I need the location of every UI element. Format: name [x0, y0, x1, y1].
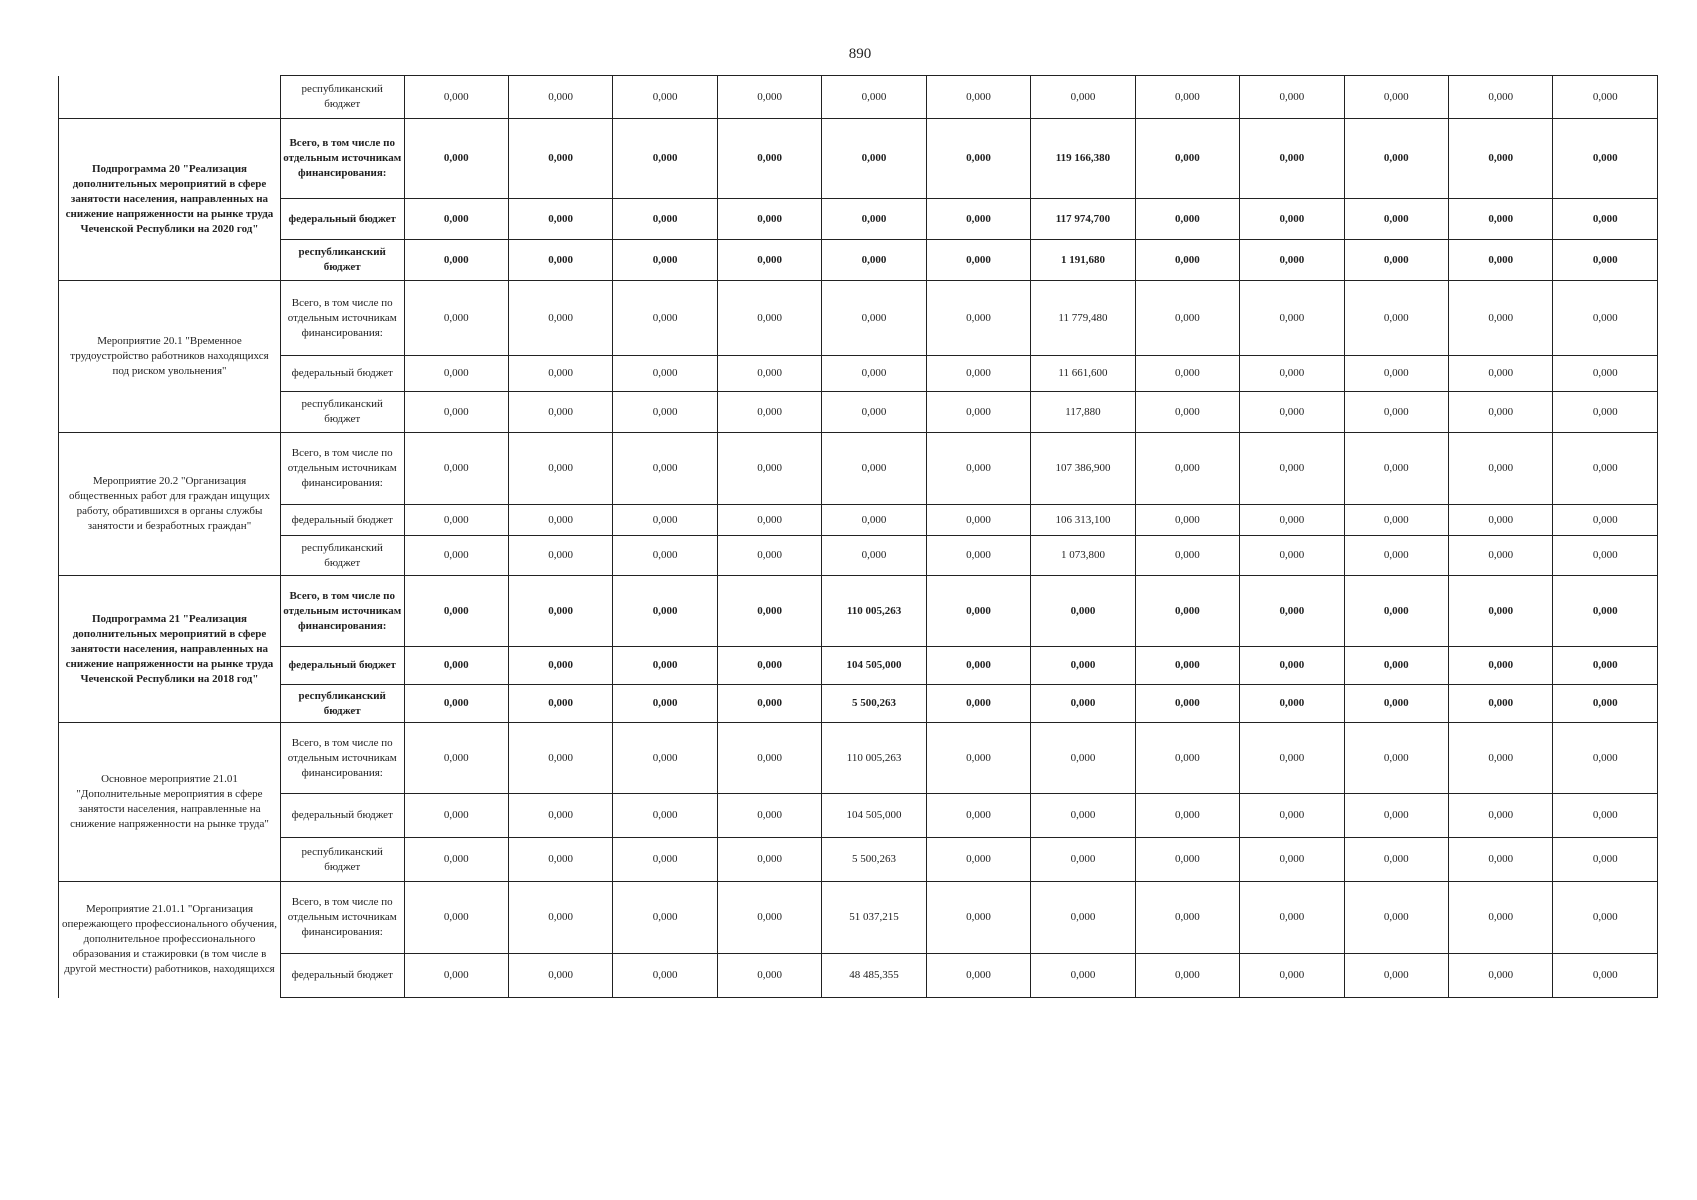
value-cell: 0,000 [1240, 536, 1344, 576]
program-name-cell: Основное мероприятие 21.01 "Дополнительные мероприятия в сфере занятости населения, направленные на снижение напряженности на рынке труда" [59, 723, 281, 882]
value-cell: 0,000 [1344, 723, 1448, 794]
value-cell: 0,000 [1449, 505, 1553, 536]
value-cell: 0,000 [822, 76, 926, 119]
table-row [59, 281, 1658, 356]
value-cell: 0,000 [613, 882, 717, 954]
value-cell: 0,000 [926, 240, 1030, 281]
value-cell: 0,000 [1031, 838, 1135, 882]
value-cell: 0,000 [1135, 240, 1239, 281]
value-cell: 0,000 [1553, 954, 1658, 998]
value-cell: 0,000 [613, 281, 717, 356]
funding-source-cell: Всего, в том числе по отдельным источникам финансирования: [280, 433, 404, 505]
value-cell: 0,000 [822, 281, 926, 356]
value-cell: 0,000 [926, 392, 1030, 433]
value-cell: 0,000 [1135, 647, 1239, 685]
value-cell: 0,000 [508, 433, 612, 505]
value-cell: 0,000 [717, 240, 821, 281]
value-cell: 0,000 [404, 882, 508, 954]
value-cell: 0,000 [1553, 536, 1658, 576]
table-row [59, 356, 1658, 392]
table-row [59, 392, 1658, 433]
value-cell: 0,000 [1135, 356, 1239, 392]
value-cell: 0,000 [717, 433, 821, 505]
funding-source-cell: Всего, в том числе по отдельным источникам финансирования: [280, 576, 404, 647]
value-cell: 0,000 [404, 505, 508, 536]
value-cell: 0,000 [508, 685, 612, 723]
value-cell: 0,000 [717, 882, 821, 954]
value-cell: 0,000 [1553, 505, 1658, 536]
value-cell: 0,000 [404, 723, 508, 794]
value-cell: 0,000 [1553, 433, 1658, 505]
value-cell: 0,000 [1031, 76, 1135, 119]
value-cell: 0,000 [1344, 536, 1448, 576]
value-cell: 0,000 [613, 838, 717, 882]
program-name-cell: Мероприятие 20.2 "Организация общественных работ для граждан ищущих работу, обратившихся в органы службы занятости и безработных граждан" [59, 433, 281, 576]
value-cell: 0,000 [1449, 199, 1553, 240]
funding-source-cell: федеральный бюджет [280, 954, 404, 998]
value-cell: 0,000 [404, 119, 508, 199]
value-cell: 0,000 [1240, 392, 1344, 433]
value-cell: 0,000 [613, 240, 717, 281]
value-cell: 0,000 [613, 576, 717, 647]
value-cell: 0,000 [404, 356, 508, 392]
table-row [59, 240, 1658, 281]
funding-source-cell: республиканский бюджет [280, 76, 404, 119]
value-cell: 0,000 [508, 576, 612, 647]
value-cell: 5 500,263 [822, 838, 926, 882]
table-row [59, 505, 1658, 536]
value-cell: 0,000 [1135, 119, 1239, 199]
value-cell: 0,000 [717, 536, 821, 576]
value-cell: 0,000 [508, 882, 612, 954]
value-cell: 0,000 [926, 119, 1030, 199]
value-cell: 0,000 [926, 838, 1030, 882]
value-cell: 0,000 [822, 199, 926, 240]
value-cell: 0,000 [613, 119, 717, 199]
value-cell: 0,000 [717, 356, 821, 392]
value-cell: 0,000 [613, 536, 717, 576]
value-cell: 0,000 [1553, 794, 1658, 838]
funding-source-cell: республиканский бюджет [280, 392, 404, 433]
value-cell: 0,000 [1031, 882, 1135, 954]
value-cell: 0,000 [926, 882, 1030, 954]
value-cell: 0,000 [926, 433, 1030, 505]
value-cell: 0,000 [404, 392, 508, 433]
value-cell: 0,000 [1449, 119, 1553, 199]
funding-source-cell: федеральный бюджет [280, 794, 404, 838]
value-cell: 0,000 [717, 392, 821, 433]
budget-table [58, 75, 1658, 998]
value-cell: 0,000 [1240, 240, 1344, 281]
value-cell: 0,000 [926, 576, 1030, 647]
value-cell: 0,000 [1449, 392, 1553, 433]
value-cell: 0,000 [1240, 838, 1344, 882]
value-cell: 0,000 [1449, 647, 1553, 685]
value-cell: 0,000 [508, 505, 612, 536]
value-cell: 0,000 [613, 505, 717, 536]
value-cell: 0,000 [613, 76, 717, 119]
value-cell: 0,000 [404, 685, 508, 723]
value-cell: 0,000 [1449, 882, 1553, 954]
value-cell: 0,000 [1344, 199, 1448, 240]
value-cell: 0,000 [717, 647, 821, 685]
program-name-cell: Мероприятие 20.1 "Временное трудоустройство работников находящихся под риском увольнения" [59, 281, 281, 433]
funding-source-cell: республиканский бюджет [280, 240, 404, 281]
value-cell: 0,000 [1344, 505, 1448, 536]
value-cell: 0,000 [1240, 281, 1344, 356]
value-cell: 0,000 [613, 199, 717, 240]
value-cell: 0,000 [926, 723, 1030, 794]
value-cell: 0,000 [1553, 240, 1658, 281]
value-cell: 0,000 [1135, 505, 1239, 536]
table-row [59, 647, 1658, 685]
value-cell: 0,000 [1449, 794, 1553, 838]
value-cell: 0,000 [508, 119, 612, 199]
value-cell: 0,000 [404, 954, 508, 998]
value-cell: 0,000 [1553, 685, 1658, 723]
table-row [59, 723, 1658, 794]
value-cell: 0,000 [717, 281, 821, 356]
value-cell: 0,000 [404, 576, 508, 647]
value-cell: 0,000 [1449, 76, 1553, 119]
value-cell: 0,000 [1449, 240, 1553, 281]
program-name-cell: Мероприятие 21.01.1 "Организация опережающего профессионального обучения, дополнительное профессионального образования и стажировки (в том числе в другой местности) работников, находящихся [59, 882, 281, 998]
value-cell: 0,000 [1553, 576, 1658, 647]
funding-source-cell: Всего, в том числе по отдельным источникам финансирования: [280, 723, 404, 794]
value-cell: 1 073,800 [1031, 536, 1135, 576]
value-cell: 0,000 [1553, 882, 1658, 954]
value-cell: 0,000 [1135, 281, 1239, 356]
funding-source-cell: федеральный бюджет [280, 199, 404, 240]
value-cell: 5 500,263 [822, 685, 926, 723]
value-cell: 0,000 [404, 794, 508, 838]
value-cell: 0,000 [1240, 119, 1344, 199]
value-cell: 0,000 [926, 794, 1030, 838]
value-cell: 0,000 [926, 199, 1030, 240]
funding-source-cell: Всего, в том числе по отдельным источникам финансирования: [280, 281, 404, 356]
value-cell: 0,000 [926, 647, 1030, 685]
value-cell: 0,000 [508, 838, 612, 882]
funding-source-cell: республиканский бюджет [280, 838, 404, 882]
value-cell: 0,000 [1553, 647, 1658, 685]
value-cell: 0,000 [1344, 794, 1448, 838]
program-name-cell: Подпрограмма 20 "Реализация дополнительных мероприятий в сфере занятости населения, направленных на снижение напряженности на рынке труда Чеченской Республики на 2020 год" [59, 119, 281, 281]
value-cell: 0,000 [1031, 576, 1135, 647]
page-number: 890 [848, 46, 872, 62]
value-cell: 0,000 [1449, 723, 1553, 794]
value-cell: 0,000 [613, 685, 717, 723]
value-cell: 0,000 [1240, 794, 1344, 838]
value-cell: 0,000 [404, 240, 508, 281]
funding-source-cell: федеральный бюджет [280, 647, 404, 685]
value-cell: 0,000 [1031, 685, 1135, 723]
value-cell: 117,880 [1031, 392, 1135, 433]
value-cell: 0,000 [1240, 685, 1344, 723]
value-cell: 11 661,600 [1031, 356, 1135, 392]
value-cell: 0,000 [1553, 199, 1658, 240]
value-cell: 0,000 [1449, 838, 1553, 882]
value-cell: 104 505,000 [822, 794, 926, 838]
value-cell: 0,000 [1135, 882, 1239, 954]
table-row [59, 838, 1658, 882]
value-cell: 0,000 [822, 505, 926, 536]
value-cell: 0,000 [508, 794, 612, 838]
value-cell: 0,000 [822, 119, 926, 199]
value-cell: 119 166,380 [1031, 119, 1135, 199]
table-row [59, 199, 1658, 240]
value-cell: 0,000 [1344, 576, 1448, 647]
value-cell: 0,000 [404, 536, 508, 576]
program-name-cell [59, 76, 281, 119]
value-cell: 0,000 [1344, 356, 1448, 392]
table-row [59, 882, 1658, 954]
value-cell: 110 005,263 [822, 723, 926, 794]
table-row [59, 576, 1658, 647]
value-cell: 0,000 [1344, 392, 1448, 433]
value-cell: 0,000 [822, 392, 926, 433]
value-cell: 0,000 [404, 838, 508, 882]
value-cell: 0,000 [404, 76, 508, 119]
funding-source-cell: Всего, в том числе по отдельным источникам финансирования: [280, 119, 404, 199]
value-cell: 0,000 [404, 199, 508, 240]
value-cell: 0,000 [822, 356, 926, 392]
value-cell: 0,000 [1240, 723, 1344, 794]
value-cell: 0,000 [613, 647, 717, 685]
value-cell: 0,000 [1449, 576, 1553, 647]
value-cell: 0,000 [717, 838, 821, 882]
value-cell: 11 779,480 [1031, 281, 1135, 356]
value-cell: 0,000 [1344, 433, 1448, 505]
value-cell: 0,000 [1240, 199, 1344, 240]
value-cell: 107 386,900 [1031, 433, 1135, 505]
value-cell: 0,000 [508, 647, 612, 685]
value-cell: 0,000 [717, 119, 821, 199]
value-cell: 0,000 [926, 356, 1030, 392]
value-cell: 0,000 [1553, 356, 1658, 392]
table-row [59, 433, 1658, 505]
funding-source-cell: республиканский бюджет [280, 685, 404, 723]
table-row [59, 536, 1658, 576]
value-cell: 0,000 [1135, 723, 1239, 794]
funding-source-cell: федеральный бюджет [280, 505, 404, 536]
value-cell: 0,000 [926, 536, 1030, 576]
funding-source-cell: федеральный бюджет [280, 356, 404, 392]
value-cell: 0,000 [1553, 723, 1658, 794]
value-cell: 0,000 [822, 536, 926, 576]
funding-source-cell: Всего, в том числе по отдельным источникам финансирования: [280, 882, 404, 954]
value-cell: 0,000 [1344, 76, 1448, 119]
value-cell: 0,000 [1344, 954, 1448, 998]
value-cell: 0,000 [1240, 647, 1344, 685]
value-cell: 0,000 [1240, 882, 1344, 954]
value-cell: 0,000 [1135, 685, 1239, 723]
value-cell: 110 005,263 [822, 576, 926, 647]
value-cell: 0,000 [1344, 882, 1448, 954]
value-cell: 0,000 [613, 433, 717, 505]
value-cell: 0,000 [1344, 240, 1448, 281]
value-cell: 0,000 [1135, 838, 1239, 882]
value-cell: 0,000 [1031, 954, 1135, 998]
value-cell: 0,000 [1449, 356, 1553, 392]
value-cell: 106 313,100 [1031, 505, 1135, 536]
table-row [59, 794, 1658, 838]
value-cell: 0,000 [613, 794, 717, 838]
value-cell: 51 037,215 [822, 882, 926, 954]
value-cell: 0,000 [508, 954, 612, 998]
value-cell: 0,000 [926, 685, 1030, 723]
value-cell: 0,000 [613, 392, 717, 433]
value-cell: 0,000 [1135, 536, 1239, 576]
value-cell: 0,000 [1344, 647, 1448, 685]
value-cell: 0,000 [1449, 685, 1553, 723]
value-cell: 0,000 [717, 199, 821, 240]
value-cell: 0,000 [613, 954, 717, 998]
value-cell: 0,000 [1031, 647, 1135, 685]
program-name-cell: Подпрограмма 21 "Реализация дополнительных мероприятий в сфере занятости населения, направленных на снижение напряженности на рынке труда Чеченской Республики на 2018 год" [59, 576, 281, 723]
table-row [59, 119, 1658, 199]
value-cell: 0,000 [717, 954, 821, 998]
value-cell: 0,000 [404, 433, 508, 505]
value-cell: 0,000 [717, 76, 821, 119]
value-cell: 0,000 [508, 76, 612, 119]
value-cell: 0,000 [1449, 433, 1553, 505]
value-cell: 0,000 [1553, 392, 1658, 433]
value-cell: 0,000 [1135, 76, 1239, 119]
value-cell: 0,000 [1031, 723, 1135, 794]
value-cell: 0,000 [1553, 838, 1658, 882]
funding-source-cell: республиканский бюджет [280, 536, 404, 576]
value-cell: 0,000 [926, 954, 1030, 998]
value-cell: 0,000 [717, 794, 821, 838]
value-cell: 0,000 [613, 723, 717, 794]
value-cell: 0,000 [1135, 954, 1239, 998]
value-cell: 0,000 [1344, 119, 1448, 199]
value-cell: 0,000 [404, 647, 508, 685]
value-cell: 0,000 [1240, 954, 1344, 998]
value-cell: 0,000 [822, 433, 926, 505]
value-cell: 0,000 [1449, 536, 1553, 576]
value-cell: 117 974,700 [1031, 199, 1135, 240]
value-cell: 0,000 [1553, 119, 1658, 199]
value-cell: 0,000 [404, 281, 508, 356]
value-cell: 0,000 [822, 240, 926, 281]
value-cell: 0,000 [1344, 838, 1448, 882]
value-cell: 0,000 [508, 240, 612, 281]
value-cell: 0,000 [1135, 433, 1239, 505]
value-cell: 0,000 [1135, 576, 1239, 647]
table-row [59, 76, 1658, 119]
value-cell: 0,000 [613, 356, 717, 392]
value-cell: 0,000 [508, 199, 612, 240]
value-cell: 0,000 [926, 281, 1030, 356]
value-cell: 0,000 [1240, 576, 1344, 647]
value-cell: 0,000 [508, 356, 612, 392]
value-cell: 0,000 [1240, 76, 1344, 119]
table-row [59, 685, 1658, 723]
value-cell: 104 505,000 [822, 647, 926, 685]
value-cell: 0,000 [1344, 685, 1448, 723]
value-cell: 1 191,680 [1031, 240, 1135, 281]
value-cell: 0,000 [1449, 954, 1553, 998]
value-cell: 0,000 [1553, 76, 1658, 119]
table-row [59, 954, 1658, 998]
value-cell: 0,000 [508, 392, 612, 433]
value-cell: 0,000 [508, 281, 612, 356]
value-cell: 0,000 [717, 685, 821, 723]
value-cell: 0,000 [508, 536, 612, 576]
value-cell: 0,000 [717, 505, 821, 536]
value-cell: 0,000 [1240, 433, 1344, 505]
value-cell: 0,000 [1240, 505, 1344, 536]
value-cell: 0,000 [508, 723, 612, 794]
value-cell: 0,000 [1344, 281, 1448, 356]
value-cell: 0,000 [1240, 356, 1344, 392]
value-cell: 0,000 [1553, 281, 1658, 356]
value-cell: 0,000 [1135, 794, 1239, 838]
value-cell: 0,000 [717, 723, 821, 794]
value-cell: 0,000 [1135, 199, 1239, 240]
value-cell: 0,000 [1135, 392, 1239, 433]
value-cell: 0,000 [926, 76, 1030, 119]
value-cell: 0,000 [1031, 794, 1135, 838]
value-cell: 48 485,355 [822, 954, 926, 998]
value-cell: 0,000 [717, 576, 821, 647]
value-cell: 0,000 [1449, 281, 1553, 356]
value-cell: 0,000 [926, 505, 1030, 536]
